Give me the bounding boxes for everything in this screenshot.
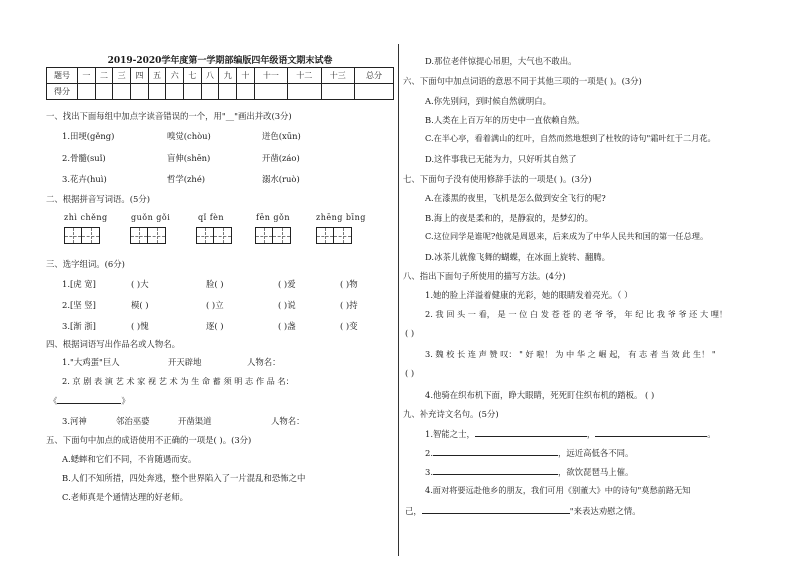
score-header-cell: 五 (148, 68, 166, 84)
score-input-cell[interactable] (78, 84, 96, 100)
q3-title: 三、选字组词。(6分) (46, 259, 125, 269)
q7-option-a: A.在漆黑的夜里，飞机是怎么做到安全飞行的呢? (425, 193, 606, 203)
q9-line-4b (405, 505, 641, 517)
score-label-cell: 得分 (47, 84, 78, 100)
score-input-cell[interactable] (166, 84, 184, 100)
q7-option-c: C.这位同学是谁呢?他就是周恩来，后来成为了中华人民共和国的第一任总理。 (425, 231, 709, 241)
q6-option-c: C.在半心亭，看着满山的红叶，自然而然地想到了杜牧的诗句"霜叶红于二月花。 (425, 133, 716, 143)
q8-answer-blank[interactable]: ( ) (405, 328, 415, 338)
q3-blank[interactable]: 模( ) (131, 300, 149, 310)
q7-option-b: B.海上的夜是柔和的，是静寂的，是梦幻的。 (425, 213, 593, 223)
q4-answer-line[interactable] (49, 395, 130, 407)
blank-line[interactable] (433, 474, 558, 475)
q3-blank[interactable]: ( )变 (340, 321, 358, 331)
q4-clue: 2. 京 剧 表 演 艺 术 家 视 艺 术 为 生 命 蓄 须 明 志 作 品 名： (62, 376, 294, 386)
score-input-cell[interactable] (148, 84, 166, 100)
score-header-cell: 十 (237, 68, 255, 84)
q3-blank[interactable]: ( )说 (278, 300, 296, 310)
left-column (46, 0, 394, 562)
q3-group-label: 1.[虎 宽] (62, 279, 96, 289)
pinyin-answer-grid[interactable] (255, 227, 291, 244)
q3-blank[interactable]: ( )盏 (278, 321, 296, 331)
q3-blank[interactable]: ( )爱 (278, 279, 296, 289)
q4-clue: 3.河神 (62, 416, 87, 426)
q8-sentence: 2. 我 回 头 一 看， 是 一 位 白 发 苍 苍 的 老 爷 爷， 年 纪 比 我 爷 爷 还 大 哩！ (425, 309, 728, 319)
score-header-cell: 十三 (321, 68, 355, 84)
q9-text: 己， (405, 506, 422, 516)
score-input-cell[interactable] (219, 84, 237, 100)
right-column (403, 0, 753, 562)
q4-clue: 1."大鸡蛋"巨人 (62, 357, 120, 367)
q9-line-1 (425, 428, 716, 440)
q4-clue: 开天辟地 (168, 357, 202, 367)
q1-item: 哲学(zhé) (167, 174, 206, 184)
q8-sentence: 1.她的脸上洋溢着健康的光彩，她的眼睛发着亮光。（ ） (425, 290, 633, 300)
q9-text: 1.智能之士， (425, 429, 475, 439)
q8-sentence: 4.他骑在织布机下面，睁大眼睛，死死盯住织布机的踏板。 ( ) (425, 390, 655, 400)
q9-line-4: 4.面对将要远赴他乡的朋友，我们可用《别董大》中的诗句"莫愁前路无知 (425, 485, 691, 495)
score-header-cell: 六 (166, 68, 184, 84)
blank-line[interactable] (422, 513, 570, 514)
score-input-cell[interactable] (184, 84, 202, 100)
q5-option-d: D.那位老伴惊提心吊胆，大气也不敢出。 (425, 56, 577, 66)
q1-item: 2.骨髓(suǐ) (62, 153, 106, 163)
score-header-cell: 四 (131, 68, 149, 84)
q1-item: 溺水(ruò) (262, 174, 300, 184)
q4-clue: 开凿渠道 (178, 416, 212, 426)
q7-title: 七、下面句子没有使用修辞手法的一项是( )。(3分) (403, 174, 592, 184)
score-table (46, 67, 394, 100)
q4-clue: 邻治巫婆 (116, 416, 150, 426)
score-header-cell: 总分 (355, 68, 394, 84)
blank-line[interactable] (433, 455, 558, 456)
q5-option-c: C.老师真是个通情达理的好老师。 (62, 492, 189, 502)
q3-blank[interactable]: ( )立 (206, 300, 224, 310)
q4-answer-label: 人物名： (247, 357, 281, 367)
pinyin-answer-grid[interactable] (316, 227, 352, 244)
q9-text: ，欲饮琵琶马上催。 (558, 467, 634, 477)
score-input-cell[interactable] (254, 84, 287, 100)
score-header-cell: 十二 (288, 68, 321, 84)
q9-title: 九、补充诗文名句。(5分) (403, 409, 499, 419)
score-header-cell: 十一 (254, 68, 287, 84)
q1-item: 开凿(záo) (262, 153, 300, 163)
q1-item: 3.花卉(huì) (62, 174, 107, 184)
q9-text: "来表达劝慰之情。 (569, 506, 641, 516)
q4-title: 四、根据词语写出作品名或人物名。 (46, 339, 180, 349)
q1-item: 盲伸(shēn) (167, 153, 211, 163)
exam-title: 2019-2020学年度第一学期部编版四年级语文期末试卷 (107, 56, 333, 66)
score-table-score-row (47, 84, 394, 100)
q2-pinyin: zhì chěng (64, 213, 108, 222)
score-header-cell: 题号 (47, 68, 78, 84)
q8-sentence: 3. 魏 校 长 连 声 赞 叹： " 好 啦！ 为 中 华 之 崛 起， 有 志 者 当 效 此 生！ " (425, 349, 716, 359)
q9-text: ， (586, 429, 596, 439)
score-input-cell[interactable] (113, 84, 131, 100)
score-header-cell: 三 (113, 68, 131, 84)
score-header-cell: 七 (184, 68, 202, 84)
q9-line-2 (425, 447, 633, 459)
q3-blank[interactable]: ( )大 (131, 279, 149, 289)
q5-option-a: A.蟋蟀和它们不同，不肯随遇而安。 (62, 454, 197, 464)
q4-answer-label: 人物名： (271, 416, 305, 426)
score-input-cell[interactable] (288, 84, 321, 100)
score-header-cell: 二 (95, 68, 113, 84)
q9-text: ，远近高低各不同。 (558, 448, 634, 458)
q6-title: 六、下面句中加点词语的意思不同于其他三项的一项是( )。(3分) (403, 76, 642, 86)
q8-answer-blank[interactable]: ( ) (405, 368, 415, 378)
q2-pinyin: qǐ fèn (198, 213, 225, 222)
q2-pinyin: guǒn gǒi (131, 213, 171, 222)
score-input-cell[interactable] (131, 84, 149, 100)
score-input-cell[interactable] (237, 84, 255, 100)
column-divider (398, 44, 399, 556)
q3-group-label: 3.[渐 浙] (62, 321, 96, 331)
book-title-open: 《 (49, 396, 58, 406)
q1-item: 迸色(xūn) (262, 131, 301, 141)
pinyin-answer-grid[interactable] (64, 227, 100, 244)
q6-option-b: B.人类在上百万年的历史中一直依赖自然。 (425, 115, 585, 125)
score-input-cell[interactable] (321, 84, 355, 100)
q3-blank[interactable]: 逐( ) (206, 321, 224, 331)
blank-line[interactable] (475, 436, 587, 437)
blank-line[interactable] (595, 436, 707, 437)
q9-text: 2. (425, 448, 433, 458)
score-header-cell: 八 (201, 68, 219, 84)
q2-pinyin: zhēng bīng (316, 213, 366, 222)
q8-title: 八、指出下面句子所使用的描写方法。(4分) (403, 271, 566, 281)
q5-option-b: B.人们不知所措，四处奔逃，整个世界陷入了一片混乱和恐怖之中 (62, 473, 306, 483)
q3-blank[interactable]: ( )愧 (131, 321, 149, 331)
q3-group-label: 2.[坚 竖] (62, 300, 96, 310)
q3-blank[interactable]: ( )持 (340, 300, 358, 310)
pinyin-answer-grid[interactable] (196, 227, 232, 244)
score-header-cell: 一 (78, 68, 96, 84)
book-title-close: 》 (121, 396, 130, 406)
q9-text: 3. (425, 467, 433, 477)
q3-blank[interactable]: 脸( ) (206, 279, 224, 289)
q7-option-d: D.冰茶儿就像飞舞的蝴蝶，在冰面上旋转、翻腾。 (425, 252, 610, 262)
score-table-header-row (47, 68, 394, 84)
q2-title: 二、根据拼音写词语。(5分) (46, 194, 150, 204)
q9-text: 。 (707, 429, 716, 439)
q9-line-3 (425, 466, 633, 478)
pinyin-answer-grid[interactable] (130, 227, 166, 244)
q2-pinyin: fēn gǒn (256, 213, 290, 222)
q1-item: 嗅觉(chòu) (167, 131, 211, 141)
q5-title: 五、下面句中加点的成语使用不正确的一项是( )。(3分) (46, 435, 252, 445)
blank-line[interactable] (57, 403, 121, 404)
q1-title: 一、找出下面每组中加点字读音错误的一个，用"__"画出并改(3分) (46, 111, 292, 121)
score-header-cell: 九 (219, 68, 237, 84)
q3-blank[interactable]: ( )物 (340, 279, 358, 289)
q6-option-a: A.你先别问，到时候自然就明白。 (425, 96, 551, 106)
q6-option-d: D.这件事我已无能为力，只好听其自然了 (425, 154, 577, 164)
score-input-cell[interactable] (355, 84, 394, 100)
score-input-cell[interactable] (95, 84, 113, 100)
q1-item: 1.田埂(gěng) (62, 131, 115, 141)
score-input-cell[interactable] (201, 84, 219, 100)
